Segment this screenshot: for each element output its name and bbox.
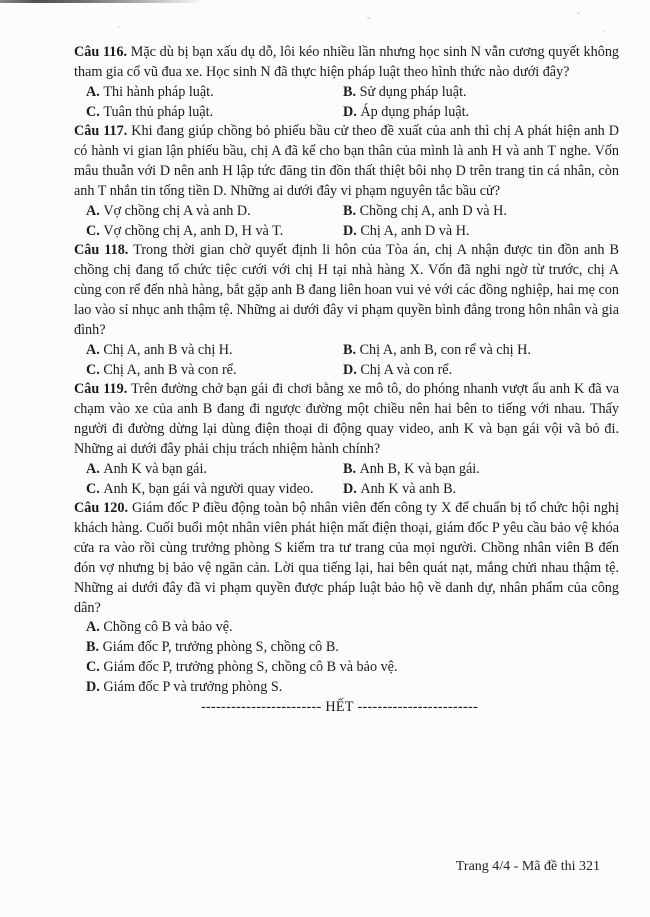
question-116 [74, 43, 619, 122]
question-body: Khi đang giúp chồng bỏ phiếu bầu cử theo đề xuất của anh thì chị A phát hiện anh D có hành vi gian lận phiếu bầu, chị A đã kể cho bạn thân của mình là anh H và anh T nghe. Vốn mâu thuẫn với D nên anh H lập tức đăng tin đồn thất thiệt bôi nhọ D trên trang tin cá nhân, còn anh T nhắn tin tống tiền D. Những ai dưới đây vi phạm nguyên tắc bầu cử? [74, 123, 620, 199]
option-d [331, 103, 619, 123]
scan-speck [577, 12, 580, 14]
option-text: Chị A và con rể. [360, 361, 453, 378]
question-text [74, 122, 619, 201]
option-c [74, 361, 331, 381]
question-120 [74, 499, 619, 697]
option-d [331, 222, 619, 242]
option-b [331, 83, 619, 103]
option-c [74, 222, 331, 242]
question-number: Câu 119. [74, 381, 128, 398]
option-label: B. [86, 639, 100, 656]
option-label: B. [343, 460, 357, 477]
option-label: C. [86, 103, 100, 120]
option-text: Giám đốc P, trưởng phòng S, chồng cô B. [102, 639, 339, 656]
option-text: Chị A, anh B và con rể. [103, 361, 237, 378]
option-label: B. [343, 202, 357, 219]
question-text [74, 43, 619, 83]
question-body: Mặc dù bị bạn xấu dụ dỗ, lôi kéo nhiều lần nhưng học sinh N vẫn cương quyết không tham gia cổ vũ đua xe. Học sinh N đã thực hiện pháp luật theo hình thức nào dưới đây? [74, 44, 620, 80]
question-body: Trên đường chở bạn gái đi chơi bằng xe mô tô, do phóng nhanh vượt ẩu anh K đã va chạm vào xe của anh B đang đi ngược đường một chiều nên hai bên to tiếng với nhau. Thấy người đi đường dừng lại dùng điện thoại di động quay video, anh K và bạn gái vội vã bỏ đi. Những ai dưới đây phải chịu trách nhiệm hành chính? [74, 381, 619, 457]
option-c [74, 480, 331, 500]
option-text: Anh K, bạn gái và người quay video. [103, 480, 314, 497]
scan-artifact-strip [0, 0, 205, 3]
exam-page-content [74, 43, 619, 718]
option-label: A. [86, 202, 100, 219]
scan-speck [603, 30, 605, 32]
option-label: D. [343, 103, 357, 120]
question-119 [74, 380, 619, 499]
option-label: D. [86, 679, 100, 695]
question-text [74, 499, 619, 618]
option-a [74, 83, 331, 103]
scan-speck [367, 17, 370, 19]
page-footer: Trang 4/4 - Mã đề thi 321 [455, 859, 600, 874]
option-label: D. [343, 361, 357, 378]
end-of-exam-marker: ------------------------ HẾT ------------------------ [200, 698, 479, 715]
option-text: Giám đốc P và trưởng phòng S. [103, 679, 283, 695]
option-d [74, 678, 619, 698]
option-text: Chị A, anh B và chị H. [103, 341, 233, 358]
question-number: Câu 120. [74, 500, 128, 517]
option-label: A. [86, 341, 100, 358]
question-117 [74, 122, 619, 241]
option-label: D. [343, 222, 357, 239]
options-grid [74, 460, 619, 500]
question-118 [74, 241, 619, 380]
option-label: C. [86, 222, 100, 239]
options-grid [74, 83, 619, 123]
option-b [331, 460, 619, 480]
option-text: Chị A, anh D và H. [360, 222, 470, 239]
option-b [331, 341, 619, 361]
scan-speck [118, 26, 120, 28]
question-number: Câu 118. [74, 242, 129, 259]
option-text: Chồng chị A, anh D và H. [359, 202, 507, 219]
option-text: Sử dụng pháp luật. [359, 83, 467, 100]
option-label: A. [86, 619, 100, 636]
option-d [331, 361, 619, 381]
option-text: Chị A, anh B, con rể và chị H. [359, 341, 531, 358]
option-label: A. [86, 83, 100, 100]
option-c [74, 103, 331, 123]
option-text: Áp dụng pháp luật. [360, 103, 470, 120]
option-a [74, 341, 331, 361]
option-text: Anh K và bạn gái. [103, 460, 207, 477]
options-grid [74, 341, 619, 381]
question-body: Trong thời gian chờ quyết định li hôn của Tòa án, chị A nhận được tin đồn anh B chồng chị đang tổ chức tiệc cưới với chị H tại nhà hàng X. Vốn đã nghi ngờ từ trước, chị A cùng con rể đến nhà hàng, bắt gặp anh B đang liên hoan vui vẻ với các đồng nghiệp, hai mẹ con lao vào sỉ nhục anh thậm tệ. Những ai dưới đây vi phạm quyền bình đẳng trong hôn nhân và gia đình? [74, 242, 619, 338]
option-a [74, 460, 331, 480]
option-label: C. [86, 361, 100, 378]
option-a [74, 202, 331, 222]
option-label: A. [86, 460, 100, 477]
option-label: B. [343, 83, 357, 100]
option-text: Thi hành pháp luật. [103, 83, 214, 100]
question-number: Câu 117. [74, 123, 128, 140]
option-text: Anh B, K và bạn gái. [359, 460, 480, 477]
option-text: Giám đốc P, trưởng phòng S, chồng cô B và bảo vệ. [103, 659, 398, 676]
option-label: D. [343, 480, 357, 497]
option-c [74, 658, 619, 678]
option-text: Vợ chồng chị A, anh D, H và T. [103, 222, 284, 239]
option-label: B. [343, 341, 357, 358]
question-number: Câu 116. [74, 44, 127, 60]
option-a [74, 618, 619, 638]
option-d [331, 480, 619, 500]
option-text: Tuân thủ pháp luật. [103, 103, 214, 120]
option-b [74, 638, 619, 658]
option-text: Chồng cô B và bảo vệ. [103, 619, 233, 636]
question-text [74, 380, 619, 459]
option-b [331, 202, 619, 222]
options-grid [74, 202, 619, 242]
option-text: Vợ chồng chị A và anh D. [103, 202, 251, 219]
option-label: C. [86, 480, 100, 497]
option-label: C. [86, 659, 100, 676]
options-list [74, 618, 619, 697]
question-body: Giám đốc P điều động toàn bộ nhân viên đến công ty X để chuẩn bị tổ chức hội nghị khách hàng. Cuối buổi một nhân viên phát hiện mất điện thoại, giám đốc P yêu cầu bảo vệ khóa cửa ra vào rồi cùng trưởng phòng S kiểm tra tư trang của mọi người. Chồng nhân viên B đến đón vợ nhưng bị bảo vệ ngăn cản. Lời qua tiếng lại, hai bên quát nạt, mắng chửi nhau thậm tệ. Những ai dưới đây đã vi phạm quyền được pháp luật bảo hộ về danh dự, nhân phẩm của công dân? [74, 500, 620, 616]
question-text [74, 241, 619, 340]
option-text: Anh K và anh B. [360, 480, 457, 497]
